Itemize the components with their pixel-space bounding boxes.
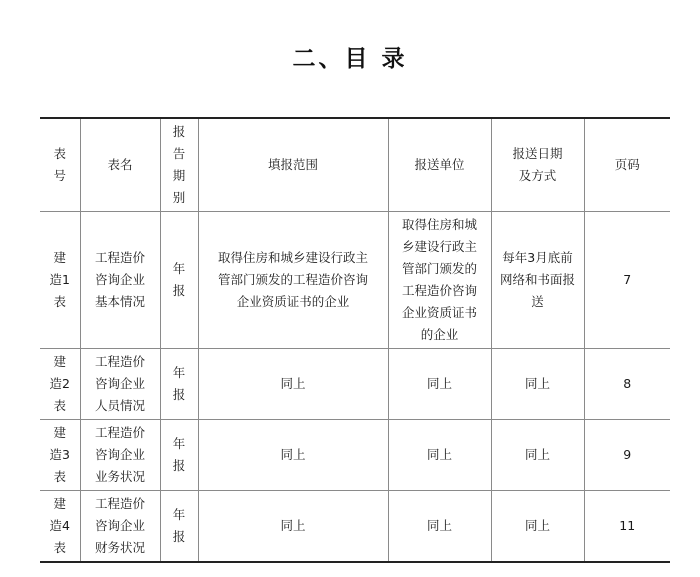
table-row (40, 349, 670, 420)
cell-unit: 同上 (388, 491, 491, 563)
cell-period: 年报 (160, 212, 198, 349)
header-period: 报告期别 (160, 118, 198, 212)
cell-date: 每年3月底前网络和书面报送 (491, 212, 584, 349)
cell-period: 年报 (160, 349, 198, 420)
cell-name: 工程造价咨询企业财务状况 (80, 491, 160, 563)
header-scope: 填报范围 (198, 118, 388, 212)
cell-scope: 同上 (198, 491, 388, 563)
table-row (40, 491, 670, 563)
cell-page: 7 (584, 212, 670, 349)
cell-unit: 同上 (388, 349, 491, 420)
cell-date: 同上 (491, 491, 584, 563)
header-row (40, 118, 670, 212)
header-code: 表号 (40, 118, 80, 212)
cell-scope: 同上 (198, 420, 388, 491)
header-date: 报送日期及方式 (491, 118, 584, 212)
cell-code: 建造4表 (40, 491, 80, 563)
header-page: 页码 (584, 118, 670, 212)
cell-unit: 同上 (388, 420, 491, 491)
cell-page: 8 (584, 349, 670, 420)
catalog-table (40, 117, 670, 563)
page-title: 二、目 录 (292, 46, 408, 72)
cell-name: 工程造价咨询企业业务状况 (80, 420, 160, 491)
cell-name: 工程造价咨询企业基本情况 (80, 212, 160, 349)
cell-page: 9 (584, 420, 670, 491)
table-row (40, 420, 670, 491)
cell-period: 年报 (160, 491, 198, 563)
cell-page: 11 (584, 491, 670, 563)
cell-code: 建造2表 (40, 349, 80, 420)
cell-code: 建造3表 (40, 420, 80, 491)
cell-scope: 同上 (198, 349, 388, 420)
header-name: 表名 (80, 118, 160, 212)
cell-code: 建造1表 (40, 212, 80, 349)
table-row (40, 212, 670, 349)
cell-scope: 取得住房和城乡建设行政主管部门颁发的工程造价咨询企业资质证书的企业 (198, 212, 388, 349)
cell-date: 同上 (491, 349, 584, 420)
cell-name: 工程造价咨询企业人员情况 (80, 349, 160, 420)
header-unit: 报送单位 (388, 118, 491, 212)
cell-unit: 取得住房和城乡建设行政主管部门颁发的工程造价咨询企业资质证书的企业 (388, 212, 491, 349)
cell-date: 同上 (491, 420, 584, 491)
cell-period: 年报 (160, 420, 198, 491)
